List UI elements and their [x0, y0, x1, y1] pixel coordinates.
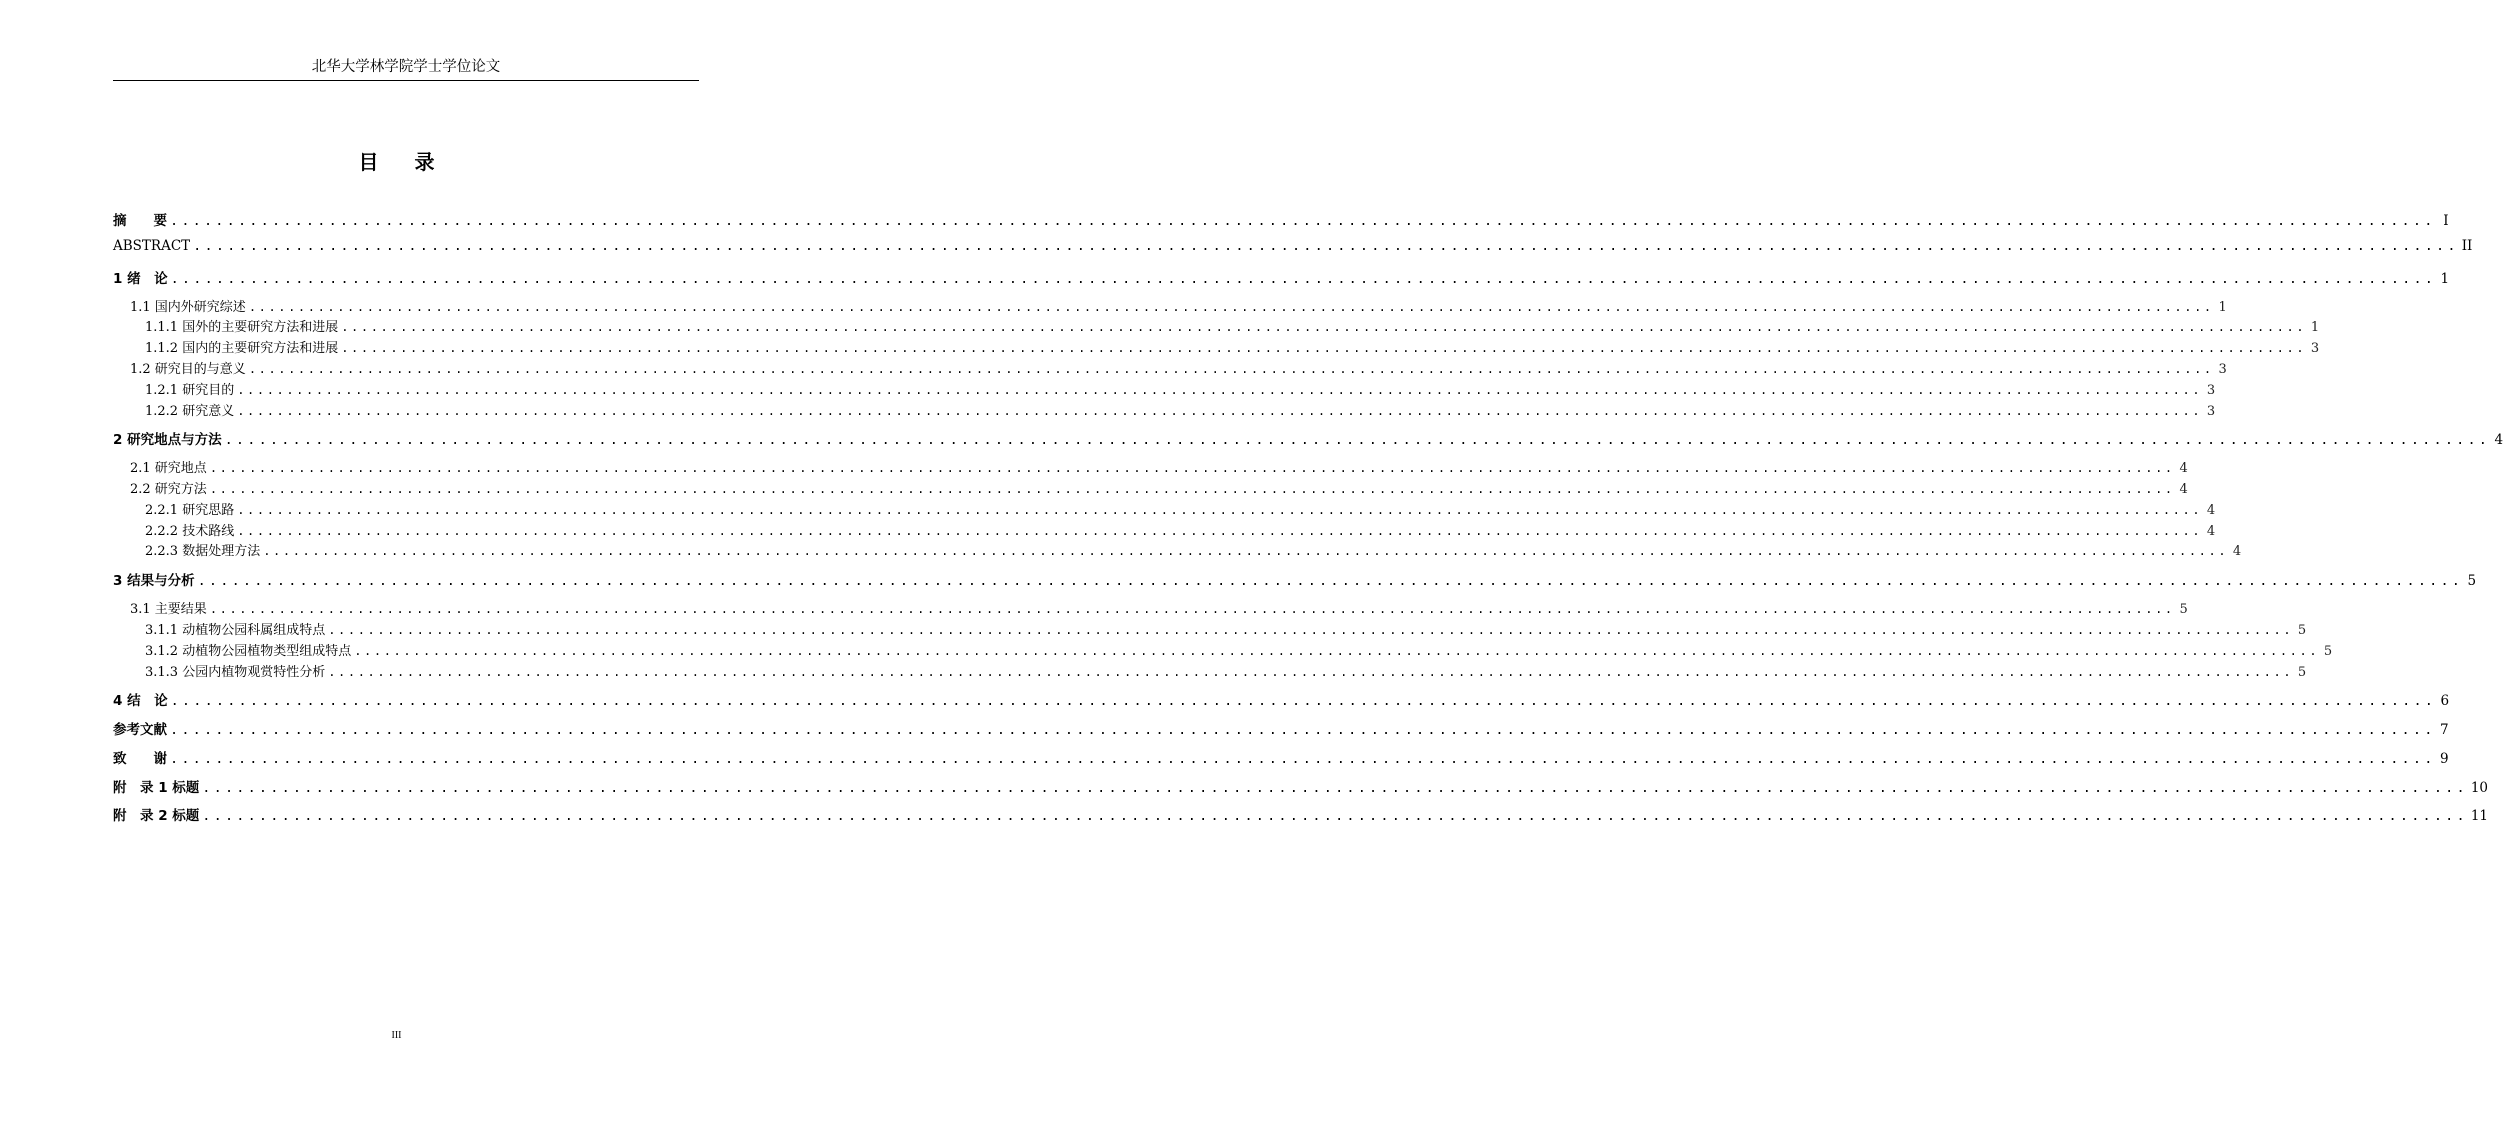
toc-leader-dots: ........................................................................................................................................................................................................ [341, 320, 2307, 334]
toc-entry-page: 7 [2439, 722, 2449, 738]
toc-entry-page: 1 [2310, 320, 2320, 335]
toc-entry-label: 摘 要 [113, 213, 167, 229]
toc-leader-dots: ........................................................................................................................................................................................................ [341, 341, 2307, 355]
toc-entry-label: 2 研究地点与方法 [113, 432, 222, 448]
toc-entry[interactable] [145, 640, 2333, 659]
toc-entry[interactable] [145, 619, 2307, 638]
toc-entry-label: 2.2.2 技术路线 [145, 524, 235, 539]
toc-entry[interactable] [113, 804, 2489, 824]
toc-entry[interactable] [130, 358, 2227, 377]
toc-entry-label: 参考文献 [113, 722, 167, 738]
toc-entry[interactable] [113, 238, 2473, 254]
toc-entry-label: 3.1.3 公园内植物观赏特性分析 [145, 665, 326, 680]
thesis-header-title: 北华大学林学院学士学位论文 [311, 59, 501, 75]
toc-entry-label: 2.2.1 研究思路 [145, 503, 235, 518]
toc-entry[interactable] [113, 776, 2489, 796]
toc-entry-label: 3.1.2 动植物公园植物类型组成特点 [145, 644, 352, 659]
toc-leader-dots: ........................................................................................................................................................................................................ [248, 362, 2214, 376]
toc-leader-dots: ........................................................................................................................................................................................................ [328, 623, 2294, 637]
toc-entry[interactable] [145, 499, 2216, 518]
toc-leader-dots: ........................................................................................................................................................................................................ [170, 751, 2436, 767]
toc-leader-dots: ........................................................................................................................................................................................................ [328, 665, 2294, 679]
toc-entry[interactable] [145, 661, 2307, 680]
toc-entry-page: 10 [2470, 780, 2489, 796]
toc-entry-page: 3 [2206, 383, 2216, 398]
toc-entry[interactable] [113, 428, 2503, 448]
toc-entry[interactable] [145, 337, 2320, 356]
toc-entry-page: 4 [2206, 524, 2216, 539]
toc-entry[interactable] [130, 478, 2188, 497]
toc-leader-dots: ........................................................................................................................................................................................................ [170, 722, 2436, 738]
toc-entry[interactable] [145, 379, 2216, 398]
toc-leader-dots: ........................................................................................................................................................................................................ [202, 808, 2468, 824]
toc-entry-label: 2.1 研究地点 [130, 461, 207, 476]
toc-entry-page: 5 [2179, 602, 2188, 617]
toc-leader-dots: ........................................................................................................................................................................................................ [209, 602, 2175, 616]
toc-entry-label: 1.2.1 研究目的 [145, 383, 235, 398]
toc-entry-page: I [2443, 213, 2449, 229]
toc-entry[interactable] [113, 569, 2477, 589]
toc-entry-page: II [2461, 238, 2473, 254]
toc-entry-label: 1.2 研究目的与意义 [130, 362, 246, 377]
toc-entry-label: 附 录 2 标题 [113, 808, 200, 824]
toc-entry-label: 1.2.2 研究意义 [145, 404, 235, 419]
toc-entry-label: 1 绪 论 [113, 271, 168, 287]
toc-leader-dots: ........................................................................................................................................................................................................ [170, 213, 2436, 229]
toc-entry-page: 4 [2206, 503, 2216, 518]
toc-entry-label: ABSTRACT [113, 238, 191, 254]
page-number: III [391, 1030, 402, 1041]
toc-entry[interactable] [130, 296, 2227, 315]
toc-leader-dots: ........................................................................................................................................................................................................ [209, 461, 2175, 475]
toc-entry-label: 4 结 论 [113, 693, 168, 709]
toc-entry-page: 4 [2494, 432, 2503, 448]
toc-leader-dots: ........................................................................................................................................................................................................ [237, 404, 2203, 418]
toc-entry[interactable] [145, 316, 2320, 335]
toc-entry-page: 1 [2218, 300, 2227, 315]
toc-leader-dots: ........................................................................................................................................................................................................ [193, 238, 2459, 254]
toc-entry-page: 5 [2323, 644, 2333, 659]
toc-entry-page: 5 [2297, 623, 2307, 638]
toc-leader-dots: ........................................................................................................................................................................................................ [170, 693, 2437, 709]
toc-leader-dots: ........................................................................................................................................................................................................ [170, 271, 2437, 287]
toc-entry-label: 致 谢 [113, 751, 167, 767]
toc-leader-dots: ........................................................................................................................................................................................................ [209, 482, 2175, 496]
toc-entry-page: 6 [2440, 693, 2450, 709]
toc-entry-label: 1.1 国内外研究综述 [130, 300, 246, 315]
toc-entry[interactable] [130, 457, 2188, 476]
toc-entry-label: 附 录 1 标题 [113, 780, 200, 796]
toc-entry-label: 3 结果与分析 [113, 573, 195, 589]
toc-leader-dots: ........................................................................................................................................................................................................ [263, 544, 2229, 558]
toc-title: 目录 [358, 150, 471, 174]
toc-leader-dots: ........................................................................................................................................................................................................ [237, 383, 2203, 397]
toc-entry-label: 2.2 研究方法 [130, 482, 207, 497]
toc-leader-dots: ........................................................................................................................................................................................................ [224, 432, 2491, 448]
toc-entry-page: 9 [2439, 751, 2449, 767]
toc-entry-page: 3 [2310, 341, 2320, 356]
toc-entry-page: 3 [2206, 404, 2216, 419]
toc-entry-label: 1.1.2 国内的主要研究方法和进展 [145, 341, 339, 356]
toc-entry[interactable] [113, 718, 2449, 738]
toc-entry[interactable] [145, 540, 2242, 559]
toc-entry[interactable] [113, 747, 2449, 767]
toc-entry-label: 3.1.1 动植物公园科属组成特点 [145, 623, 326, 638]
toc-entry-page: 4 [2179, 482, 2188, 497]
toc-entry-label: 2.2.3 数据处理方法 [145, 544, 261, 559]
toc-entry[interactable] [113, 267, 2450, 287]
toc-entry[interactable] [113, 209, 2449, 229]
toc-entry-page: 3 [2218, 362, 2227, 377]
toc-entry[interactable] [130, 598, 2188, 617]
toc-entry-page: 5 [2467, 573, 2477, 589]
toc-entry-page: 4 [2232, 544, 2242, 559]
toc-leader-dots: ........................................................................................................................................................................................................ [354, 644, 2320, 658]
toc-entry-page: 5 [2297, 665, 2307, 680]
toc-leader-dots: ........................................................................................................................................................................................................ [202, 780, 2468, 796]
toc-entry-page: 4 [2179, 461, 2188, 476]
toc-entry-page: 11 [2470, 808, 2489, 824]
toc-leader-dots: ........................................................................................................................................................................................................ [237, 503, 2203, 517]
toc-entry[interactable] [113, 689, 2450, 709]
toc-leader-dots: ........................................................................................................................................................................................................ [248, 300, 2214, 314]
toc-leader-dots: ........................................................................................................................................................................................................ [237, 524, 2203, 538]
toc-entry-page: 1 [2440, 271, 2450, 287]
toc-entry-label: 1.1.1 国外的主要研究方法和进展 [145, 320, 339, 335]
toc-entry-label: 3.1 主要结果 [130, 602, 207, 617]
toc-entry[interactable] [145, 400, 2216, 419]
toc-entry[interactable] [145, 520, 2216, 539]
header-divider [113, 80, 699, 81]
toc-leader-dots: ........................................................................................................................................................................................................ [197, 573, 2464, 589]
